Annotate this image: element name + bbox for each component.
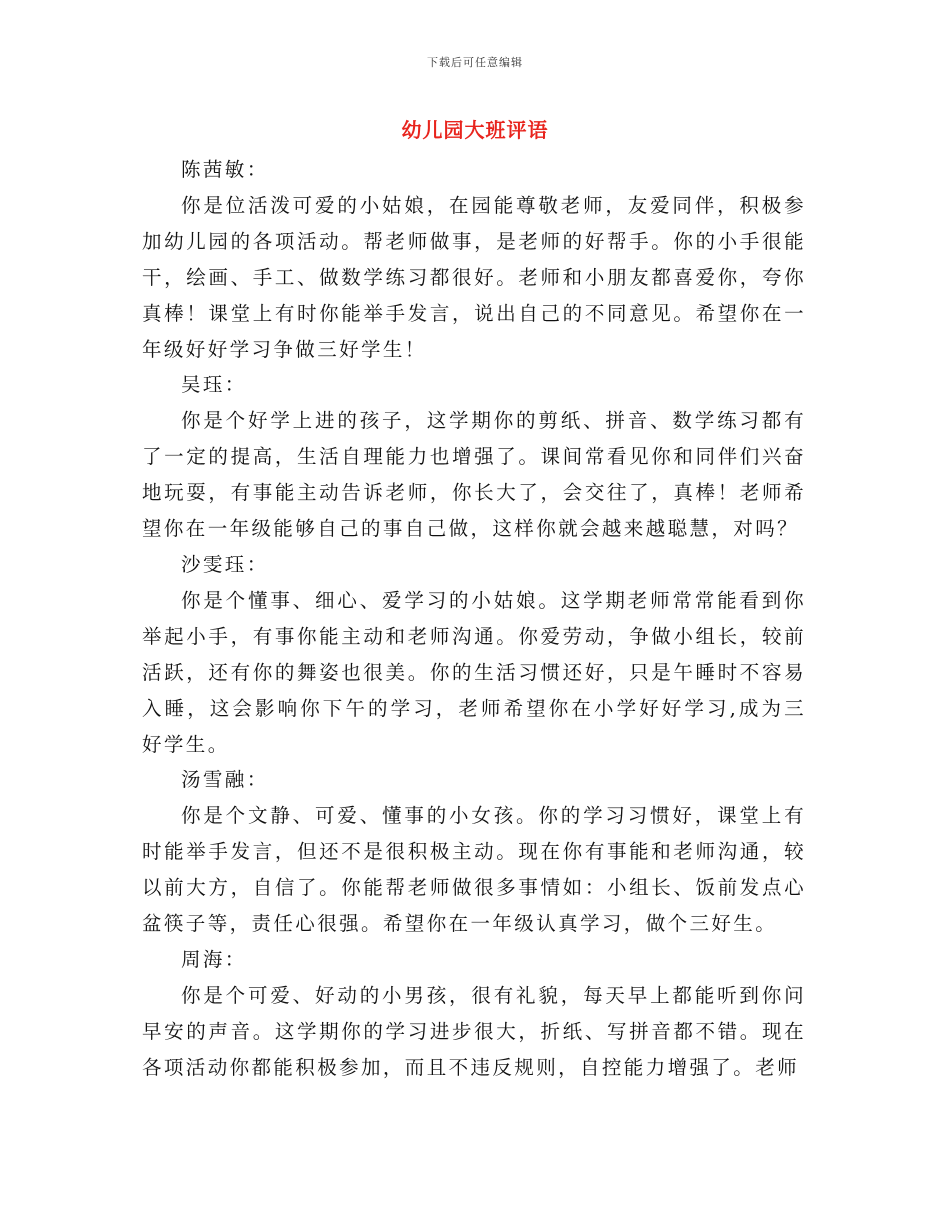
student-comment: 你是个文静、可爱、懂事的小女孩。你的学习习惯好，课堂上有时能举手发言，但还不是很积极主动。现在你有事能和老师沟通，较以前大方，自信了。你能帮老师做很多事情如：小组长、饭前发点心盆筷子等，责任心很强。希望你在一年级认真学习，做个三好生。 <box>142 804 806 936</box>
student-name: 沙雯珏： <box>181 552 269 576</box>
student-name: 汤雪融： <box>181 768 269 792</box>
document-body <box>142 152 806 1086</box>
student-comment: 你是个懂事、细心、爱学习的小姑娘。这学期老师常常能看到你举起小手，有事你能主动和老师沟通。你爱劳动，争做小组长，较前活跃，还有你的舞姿也很美。你的生活习惯还好，只是午睡时不容易入睡，这会影响你下午的学习，老师希望你在小学好好学习,成为三好学生。 <box>142 588 806 756</box>
student-name: 陈茜敏： <box>181 158 269 181</box>
student-comment: 你是个好学上进的孩子，这学期你的剪纸、拼音、数学练习都有了一定的提高，生活自理能力也增强了。课间常看见你和同伴们兴奋地玩耍，有事能主动告诉老师，你长大了，会交往了，真棒！老师希望你在一年级能够自己的事自己做，这样你就会越来越聪慧，对吗？ <box>142 409 806 541</box>
student-comment: 你是个可爱、好动的小男孩，很有礼貌，每天早上都能听到你问早安的声音。这学期你的学习进步很大，折纸、写拼音都不错。现在各项活动你都能积极参加，而且不违反规则，自控能力增强了。老师 <box>142 983 806 1079</box>
document-title: 幼儿园大班评语 <box>401 118 549 142</box>
header-note: 下载后可任意编辑 <box>427 56 523 69</box>
student-name: 吴珏： <box>181 373 247 397</box>
student-name: 周海： <box>181 947 247 971</box>
student-comment: 你是位活泼可爱的小姑娘，在园能尊敬老师，友爱同伴，积极参加幼儿园的各项活动。帮老师做事，是老师的好帮手。你的小手很能干，绘画、手工、做数学练习都很好。老师和小朋友都喜爱你，夸你真棒！课堂上有时你能举手发言，说出自己的不同意见。希望你在一年级好好学习争做三好学生！ <box>142 193 806 361</box>
